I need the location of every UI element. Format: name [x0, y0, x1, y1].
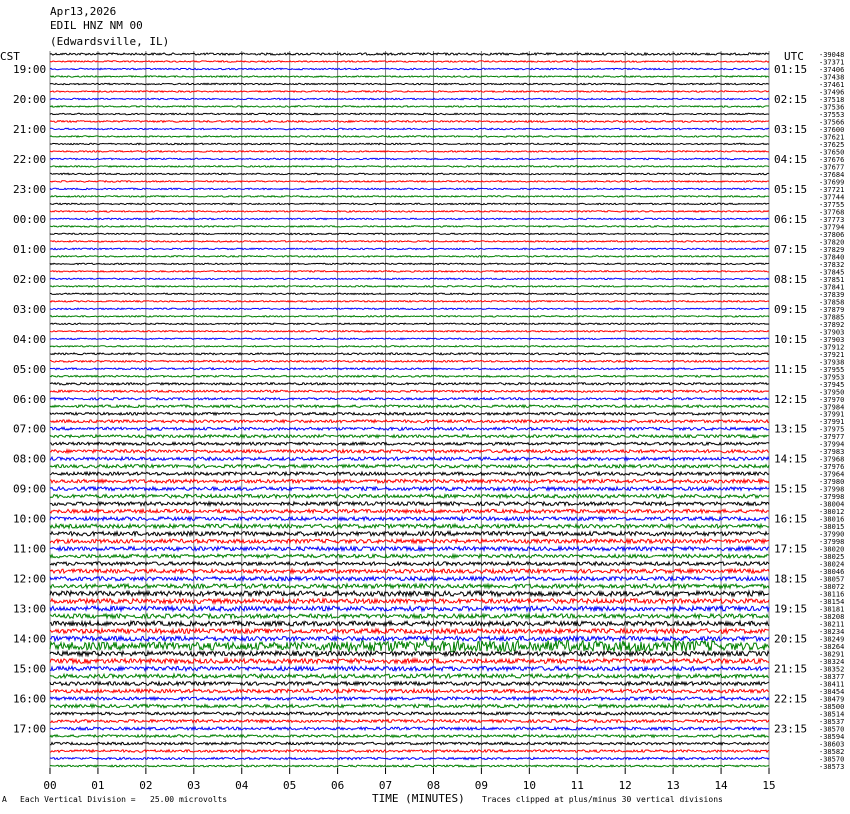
seismic-trace [50, 248, 769, 250]
seismic-trace [50, 375, 769, 377]
seismic-trace [50, 442, 769, 445]
seismic-trace [50, 218, 769, 219]
seismic-trace [50, 689, 769, 693]
left-hour-label: 22:00 [13, 152, 47, 166]
trace-baseline-label: -37755 [819, 200, 845, 209]
seismic-trace [50, 674, 769, 678]
trace-baseline-label: -37964 [819, 470, 845, 479]
seismic-trace [50, 61, 769, 62]
right-hour-label: 05:15 [774, 182, 808, 196]
trace-baseline-label: -38234 [819, 628, 845, 637]
trace-baseline-label: -37977 [819, 433, 845, 442]
right-hour-label: 12:15 [774, 392, 808, 406]
right-hour-label: 10:15 [774, 332, 808, 346]
trace-baseline-label: -38181 [819, 605, 845, 614]
seismic-trace [50, 621, 769, 626]
seismic-trace [50, 316, 769, 317]
chart-date: Apr13,2026 [50, 5, 117, 18]
seismic-trace [50, 346, 769, 347]
trace-baseline-label: -37699 [819, 178, 845, 187]
seismic-trace [50, 420, 769, 423]
seismic-trace [50, 636, 769, 641]
trace-baseline-label: -37858 [819, 298, 845, 307]
trace-baseline-label: -37991 [819, 418, 845, 427]
x-tick-label: 09 [474, 779, 489, 792]
seismic-trace [50, 68, 769, 69]
seismic-trace [50, 76, 769, 77]
seismic-trace [50, 757, 769, 759]
seismic-trace [50, 554, 769, 558]
left-hour-label: 13:00 [13, 602, 47, 616]
seismic-trace [50, 151, 769, 153]
right-hour-label: 09:15 [774, 302, 808, 316]
trace-baseline-label: -37970 [819, 395, 845, 404]
left-hour-label: 01:00 [13, 242, 47, 256]
seismic-trace [50, 614, 769, 618]
x-tick-label: 00 [43, 779, 57, 792]
seismic-trace [50, 226, 769, 227]
trace-baseline-label: -37371 [819, 58, 845, 67]
seismic-trace [50, 712, 769, 715]
trace-baseline-label: -37684 [819, 170, 845, 179]
seismic-trace [50, 479, 769, 483]
trace-baseline-label: -37794 [819, 223, 845, 232]
trace-baseline-label: -37938 [819, 358, 845, 367]
seismic-trace [50, 502, 769, 506]
seismic-trace [50, 263, 769, 265]
trace-baseline-label: -37983 [819, 448, 845, 457]
seismic-trace [50, 128, 769, 130]
trace-baseline-label: -37496 [819, 88, 845, 97]
seismic-trace [50, 435, 769, 438]
trace-baseline-label: -37806 [819, 230, 845, 239]
seismic-trace [50, 472, 769, 475]
trace-baseline-label: -38046 [819, 568, 845, 577]
trace-baseline-label: -37839 [819, 290, 845, 299]
left-hour-label: 11:00 [13, 542, 47, 556]
right-hour-label: 22:15 [774, 692, 808, 706]
seismic-trace [50, 83, 769, 84]
trace-baseline-label: -37841 [819, 283, 845, 292]
left-timezone-label: CST [0, 50, 20, 63]
seismic-trace [50, 599, 769, 604]
seismic-trace [50, 113, 769, 115]
trace-baseline-label: -37990 [819, 530, 845, 539]
seismic-trace [50, 569, 769, 573]
trace-baseline-label: -38352 [819, 665, 845, 674]
trace-baseline-label: -38025 [819, 553, 845, 562]
trace-baseline-label: -37975 [819, 425, 845, 434]
right-hour-label: 01:15 [774, 63, 808, 76]
seismic-trace [50, 196, 769, 197]
left-hour-label: 15:00 [13, 662, 47, 676]
seismic-trace [50, 398, 769, 400]
seismic-trace [50, 524, 769, 528]
trace-baseline-label: -38594 [819, 733, 845, 741]
seismic-trace [50, 286, 769, 288]
seismic-trace [50, 203, 769, 204]
left-hour-label: 12:00 [13, 572, 47, 586]
x-tick-label: 10 [522, 779, 536, 792]
seismic-trace [50, 53, 769, 55]
x-tick-label: 03 [187, 779, 201, 792]
seismic-trace [50, 765, 769, 767]
trace-baseline-label: -38072 [819, 583, 845, 592]
trace-baseline-label: -37991 [819, 410, 845, 419]
trace-baseline-label: -37438 [819, 73, 845, 82]
seismic-trace [50, 704, 769, 707]
trace-baseline-label: -38249 [819, 635, 845, 644]
trace-baseline-label: -38016 [819, 515, 845, 524]
left-hour-label: 02:00 [13, 272, 47, 286]
right-hour-label: 03:15 [774, 122, 808, 136]
x-tick-label: 04 [235, 779, 249, 792]
trace-baseline-label: -38020 [819, 545, 845, 554]
trace-baseline-label: -38377 [819, 673, 845, 682]
x-tick-label: 15 [762, 779, 776, 792]
trace-baseline-label: -38012 [819, 508, 845, 517]
trace-baseline-label: -38015 [819, 523, 845, 532]
trace-baseline-label: -37677 [819, 163, 845, 172]
seismic-trace [50, 562, 769, 566]
seismic-trace [50, 457, 769, 460]
seismic-trace [50, 640, 769, 651]
trace-baseline-label: -38500 [819, 703, 845, 711]
trace-baseline-label: -37950 [819, 388, 845, 397]
trace-baseline-label: -38570 [819, 725, 845, 734]
trace-baseline-label: -37566 [819, 118, 845, 127]
trace-baseline-label: -37406 [819, 66, 845, 74]
trace-baseline-label: -37912 [819, 343, 845, 352]
right-hour-label: 23:15 [774, 722, 808, 736]
seismic-trace [50, 360, 769, 362]
seismic-trace [50, 465, 769, 468]
trace-baseline-label: -38024 [819, 560, 845, 569]
trace-baseline-label: -37885 [819, 313, 845, 322]
right-hour-label: 07:15 [774, 242, 808, 256]
left-hour-label: 17:00 [13, 722, 47, 736]
trace-baseline-label: -38291 [819, 650, 845, 659]
seismic-trace [50, 293, 769, 295]
trace-baseline-label: -38211 [819, 620, 845, 629]
trace-baseline-label: -37600 [819, 125, 845, 134]
left-hour-label: 19:00 [13, 63, 47, 76]
seismic-trace [50, 368, 769, 370]
trace-baseline-label: -37650 [819, 148, 845, 157]
right-hour-label: 02:15 [774, 93, 808, 106]
seismic-trace [50, 517, 769, 521]
right-hour-label: 16:15 [774, 512, 808, 526]
trace-baseline-label: -37998 [819, 485, 845, 494]
trace-baseline-label: -37903 [819, 335, 845, 344]
trace-baseline-label: -37953 [819, 373, 845, 382]
trace-baseline-label: -38573 [819, 763, 845, 771]
seismic-trace [50, 750, 769, 753]
seismic-trace [50, 532, 769, 536]
seismic-trace [50, 338, 769, 339]
trace-baseline-label: -37461 [819, 81, 845, 89]
right-hour-label: 06:15 [774, 212, 808, 226]
right-timezone-label: UTC [784, 50, 804, 63]
seismic-trace [50, 301, 769, 302]
seismic-trace [50, 323, 769, 324]
trace-baseline-label: -38057 [819, 575, 845, 584]
left-hour-label: 05:00 [13, 362, 47, 376]
seismic-trace [50, 136, 769, 138]
trace-baseline-label: -37518 [819, 96, 845, 104]
trace-baseline-label: -37976 [819, 463, 845, 472]
seismic-trace [50, 121, 769, 123]
trace-baseline-label: -37994 [819, 440, 845, 449]
x-tick-label: 14 [714, 779, 728, 792]
right-hour-label: 11:15 [774, 362, 808, 376]
left-hour-label: 21:00 [13, 122, 47, 136]
trace-baseline-label: -38603 [819, 740, 845, 749]
right-hour-label: 20:15 [774, 632, 808, 646]
x-tick-label: 05 [283, 779, 297, 792]
x-tick-label: 02 [139, 779, 153, 792]
trace-baseline-label: -37768 [819, 208, 845, 217]
trace-baseline-label: -38514 [819, 710, 845, 719]
seismic-trace [50, 256, 769, 258]
x-axis-title: TIME (MINUTES) [372, 792, 465, 805]
seismic-trace [50, 413, 769, 416]
seismic-trace [50, 427, 769, 430]
chart-station: EDIL HNZ NM 00 [50, 19, 143, 32]
trace-baseline-label: -37980 [819, 478, 845, 487]
seismic-trace [50, 577, 769, 581]
trace-baseline-label: -37621 [819, 133, 845, 142]
seismic-trace [50, 651, 769, 656]
seismic-trace [50, 509, 769, 513]
chart-location: (Edwardsville, IL) [50, 35, 170, 48]
trace-baseline-label: -37829 [819, 245, 845, 254]
x-tick-label: 06 [330, 779, 345, 792]
right-hour-label: 14:15 [774, 452, 808, 466]
seismic-trace [50, 211, 769, 212]
left-hour-label: 03:00 [13, 302, 47, 316]
trace-baseline-label: -38264 [819, 643, 845, 652]
seismic-trace [50, 487, 769, 491]
seismic-trace [50, 591, 769, 596]
seismic-trace [50, 666, 769, 670]
trace-baseline-label: -37998 [819, 538, 845, 547]
trace-baseline-label: -38479 [819, 695, 845, 704]
seismic-trace [50, 450, 769, 453]
trace-baseline-label: -38116 [819, 590, 845, 599]
seismic-trace [50, 166, 769, 167]
trace-baseline-label: -38208 [819, 613, 845, 622]
right-hour-label: 04:15 [774, 152, 808, 166]
trace-baseline-label: -37892 [819, 320, 845, 329]
x-tick-label: 07 [378, 779, 393, 792]
seismic-trace [50, 742, 769, 745]
trace-baseline-label: -37921 [819, 350, 845, 359]
seismic-trace [50, 278, 769, 280]
seismic-trace [50, 188, 769, 189]
seismic-trace [50, 494, 769, 498]
left-hour-label: 07:00 [13, 422, 47, 436]
clip-note: Traces clipped at plus/minus 30 vertical divisions [482, 795, 723, 804]
trace-baseline-label: -37945 [819, 380, 845, 389]
left-hour-label: 04:00 [13, 332, 47, 346]
trace-baseline-label: -37879 [819, 305, 845, 314]
seismic-trace [50, 173, 769, 174]
seismic-trace [50, 606, 769, 611]
x-tick-label: 11 [570, 779, 584, 792]
left-hour-label: 10:00 [13, 512, 47, 526]
right-hour-label: 18:15 [774, 572, 808, 586]
seismic-trace [50, 383, 769, 385]
seismic-trace [50, 697, 769, 700]
trace-baseline-label: -37773 [819, 215, 845, 224]
seismic-trace [50, 720, 769, 723]
x-tick-label: 12 [618, 779, 632, 792]
trace-baseline-label: -38324 [819, 658, 845, 667]
seismic-trace [50, 241, 769, 242]
trace-baseline-label: -37625 [819, 140, 845, 149]
left-hour-label: 14:00 [13, 632, 47, 646]
trace-baseline-label: -38411 [819, 680, 845, 689]
seismic-trace [50, 547, 769, 551]
trace-baseline-label: -37845 [819, 268, 845, 277]
seismic-trace [50, 271, 769, 273]
seismic-trace [50, 735, 769, 738]
trace-baseline-label: -37721 [819, 185, 845, 194]
seismic-trace [50, 727, 769, 730]
x-tick-label: 01 [91, 779, 105, 792]
x-tick-label: 08 [426, 779, 441, 792]
left-hour-label: 06:00 [13, 392, 47, 406]
trace-baseline-label: -39048 [819, 51, 845, 59]
seismic-trace [50, 353, 769, 355]
seismic-trace [50, 233, 769, 234]
right-hour-label: 19:15 [774, 602, 808, 616]
seismic-trace [50, 629, 769, 634]
trace-baseline-label: -37536 [819, 103, 845, 112]
left-hour-label: 23:00 [13, 182, 47, 196]
vertical-scale-note: Each Vertical Division = 25.00 microvolts [20, 795, 228, 804]
seismic-trace [50, 390, 769, 392]
left-hour-label: 16:00 [13, 692, 47, 706]
trace-baseline-label: -38454 [819, 688, 845, 697]
seismic-trace [50, 106, 769, 108]
trace-baseline-label: -38537 [819, 718, 845, 726]
trace-baseline-label: -37676 [819, 155, 845, 164]
trace-baseline-label: -38582 [819, 748, 845, 756]
left-hour-label: 09:00 [13, 482, 47, 496]
left-hour-label: 08:00 [13, 452, 47, 466]
seismic-trace [50, 405, 769, 408]
right-hour-label: 21:15 [774, 662, 808, 676]
trace-baseline-label: -37903 [819, 328, 845, 337]
right-hour-label: 13:15 [774, 422, 808, 436]
left-hour-label: 20:00 [13, 93, 47, 106]
trace-baseline-label: -37998 [819, 493, 845, 502]
trace-baseline-label: -38570 [819, 755, 845, 764]
seismic-trace [50, 584, 769, 588]
seismic-trace [50, 181, 769, 182]
right-hour-label: 15:15 [774, 482, 808, 496]
trace-baseline-label: -37553 [819, 111, 845, 119]
left-hour-label: 00:00 [13, 212, 47, 226]
trace-baseline-label: -38004 [819, 500, 845, 509]
trace-baseline-label: -37955 [819, 365, 845, 374]
trace-baseline-label: -37984 [819, 403, 845, 412]
trace-baseline-label: -37840 [819, 253, 845, 262]
x-tick-label: 13 [666, 779, 680, 792]
trace-baseline-label: -37744 [819, 193, 845, 202]
trace-baseline-label: -38154 [819, 598, 845, 607]
trace-baseline-label: -37851 [819, 275, 845, 284]
right-hour-label: 17:15 [774, 542, 808, 556]
seismic-trace [50, 659, 769, 664]
footer-mark: A [2, 795, 7, 804]
seismic-trace [50, 331, 769, 332]
seismic-trace [50, 539, 769, 543]
seismic-trace [50, 682, 769, 686]
seismic-trace [50, 91, 769, 92]
seismic-trace [50, 158, 769, 159]
seismic-trace [50, 143, 769, 145]
seismic-trace [50, 98, 769, 99]
trace-baseline-label: -37968 [819, 455, 845, 464]
trace-baseline-label: -37820 [819, 238, 845, 247]
trace-baseline-label: -37832 [819, 260, 845, 269]
seismic-trace [50, 308, 769, 309]
right-hour-label: 08:15 [774, 272, 808, 286]
